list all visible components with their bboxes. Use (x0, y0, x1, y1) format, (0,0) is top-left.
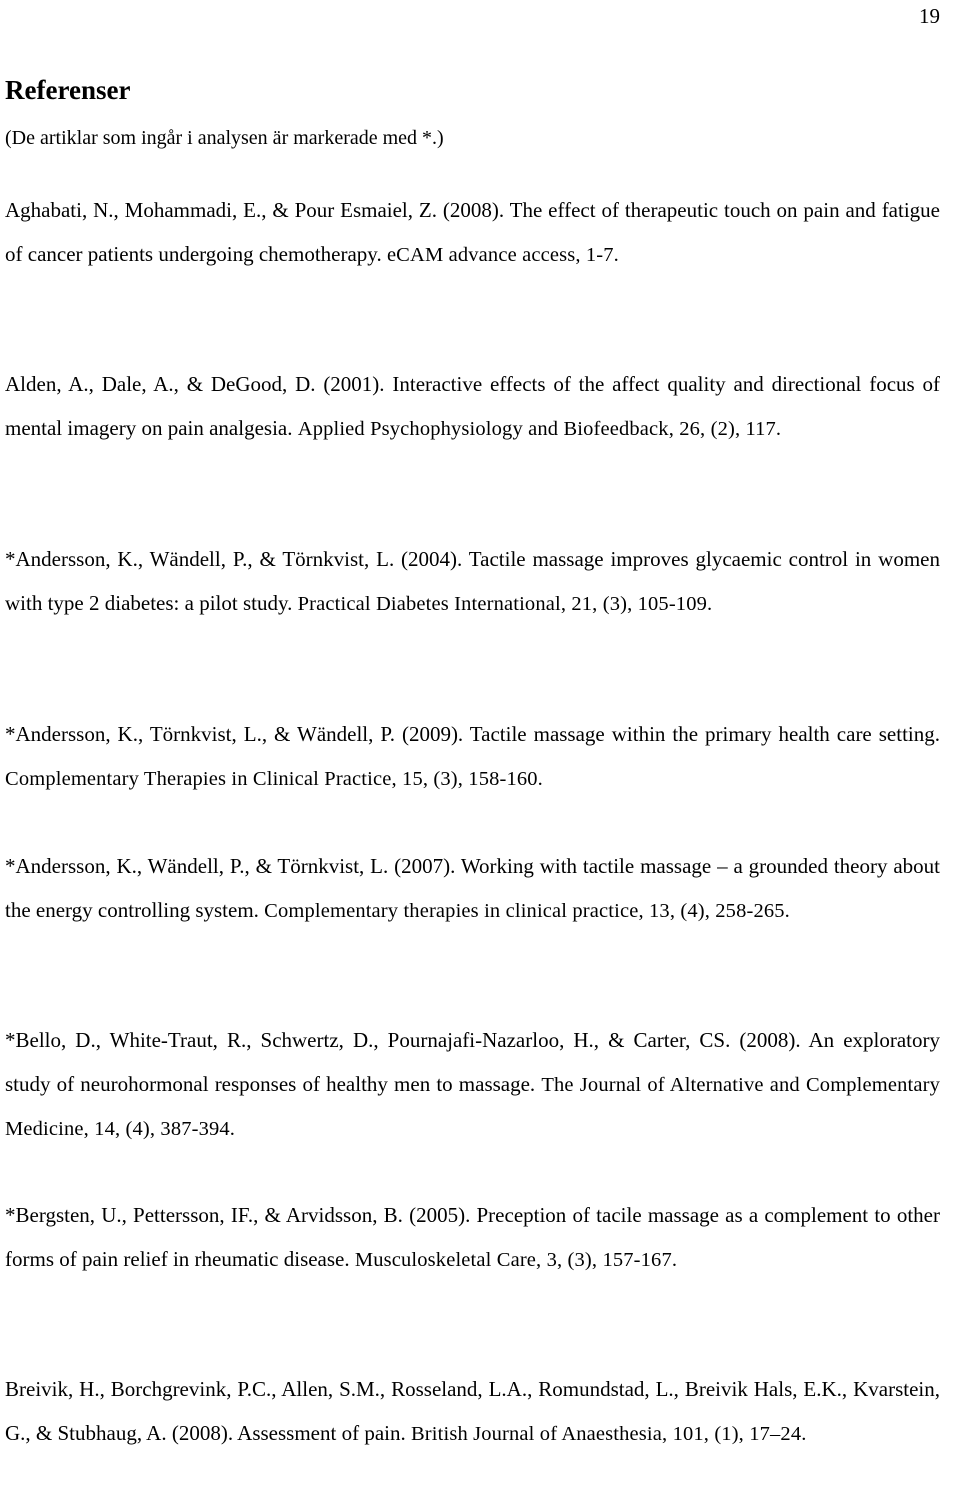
reference-source: Complementary Therapies in Clinical Practice, 15, (3), 158-160. (5, 767, 543, 790)
reference-source: Musculoskeletal Care, 3, (3), 157-167. (354, 1248, 678, 1271)
reference-bello (5, 1019, 940, 1152)
reference-text: Aghabati, N., Mohammadi, E., & Pour Esmaiel, Z. (2008). The effect of therapeutic touch on pain and fatigue of cancer patients undergoing chemotherapy. (5, 198, 940, 266)
page-number: 19 (919, 4, 940, 28)
reference-text: Breivik, H., Borchgrevink, P.C., Allen, S.M., Rosseland, L.A., Romundstad, L., Breivik Hals, E.K., Kvarstein, G., & Stubhaug, A. (2008). Assessment of pain. (5, 1377, 940, 1445)
reference-andersson-2007 (5, 845, 940, 933)
reference-text: *Andersson, K., Wändell, P., & Törnkvist, L. (2007). Working with tactile massage – a grounded theory about the energy controlling system. (5, 854, 940, 922)
reference-bergsten (5, 1194, 940, 1282)
reference-source: Applied Psychophysiology and Biofeedback, 26, (2), 117. (297, 417, 782, 440)
page-note: (De artiklar som ingår i analysen är markerade med *.) (5, 127, 444, 149)
reference-text: Alden, A., Dale, A., & DeGood, D. (2001). Interactive effects of the affect quality and directional focus of mental imagery on pain analgesia. (5, 372, 940, 440)
page-title: Referenser (5, 75, 131, 105)
reference-andersson-2004 (5, 538, 940, 626)
reference-source: The Journal of Alternative and Complementary Medicine, 14, (4), 387-394. (5, 1073, 940, 1140)
reference-text: *Bergsten, U., Pettersson, IF., & Arvidsson, B. (2005). Preception of tacile massage as a complement to other forms of pain relief in rheumatic disease. (5, 1203, 940, 1271)
reference-alden (5, 363, 940, 451)
reference-source: British Journal of Anaesthesia, 101, (1), 17–24. (410, 1422, 807, 1445)
reference-breivik (5, 1368, 940, 1456)
reference-text: *Andersson, K., Wändell, P., & Törnkvist, L. (2004). Tactile massage improves glycaemic control in women with type 2 diabetes: a pilot study. (5, 547, 940, 615)
reference-source: Practical Diabetes International, 21, (3), 105-109. (297, 592, 713, 615)
reference-andersson-2009 (5, 713, 940, 801)
reference-source: Complementary therapies in clinical practice, 13, (4), 258-265. (264, 899, 790, 922)
reference-aghabati (5, 189, 940, 277)
reference-source: eCAM advance access, 1-7. (386, 243, 619, 266)
reference-text: *Andersson, K., Törnkvist, L., & Wändell, P. (2009). Tactile massage within the primary health care setting. (5, 722, 940, 746)
reference-text: *Bello, D., White-Traut, R., Schwertz, D., Pournajafi-Nazarloo, H., & Carter, CS. (2008). An exploratory study of neurohormonal responses of healthy men to massage. (5, 1028, 940, 1096)
